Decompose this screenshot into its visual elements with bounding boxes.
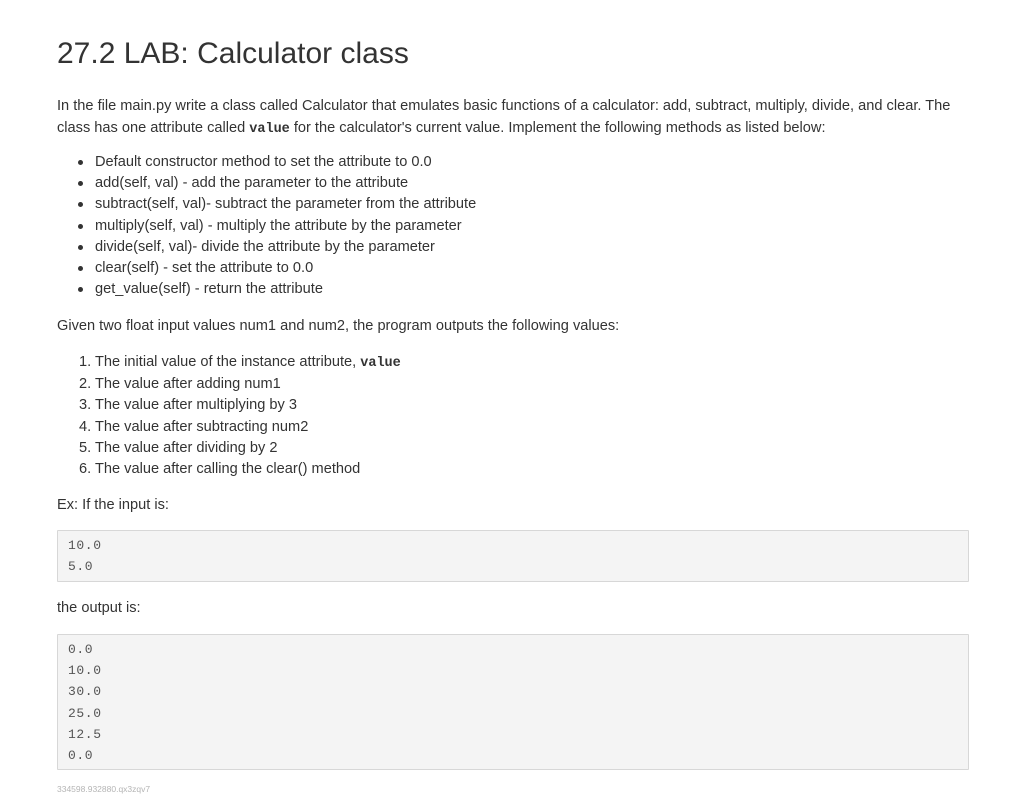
list-number: 1.	[79, 354, 92, 370]
code-line: 30.0	[68, 684, 102, 700]
list-item	[79, 352, 401, 374]
list-text: The value after dividing by 2	[94, 439, 278, 456]
list-text: The initial value of the instance attribute,	[94, 354, 361, 370]
code-line: 0.0	[68, 642, 94, 657]
list-text: The value after adding num1	[94, 376, 281, 393]
code-line: 0.0	[68, 748, 94, 764]
list-item	[79, 438, 401, 459]
list-item	[79, 417, 401, 438]
list-item: multiply(self, val) - multiply the attribute by the parameter	[95, 216, 476, 237]
list-text: The value after calling the clear() method	[94, 461, 361, 478]
list-number: 2.	[79, 376, 92, 393]
example-output-box	[57, 634, 969, 770]
intro-text-2: for the calculator's current value. Implement the following methods as listed below:	[289, 120, 826, 136]
code-line: 25.0	[68, 705, 102, 721]
list-text: The value after subtracting num2	[94, 418, 309, 435]
code-line: 12.5	[68, 726, 102, 742]
output-label: the output is:	[57, 600, 141, 616]
list-item: subtract(self, val)- subtract the parameter from the attribute	[95, 194, 476, 215]
list-item: get_value(self) - return the attribute	[95, 279, 476, 300]
intro-text-1: In the file main.py write a class called Calculator that emulates basic functions of a calculator: add, subtract, multiply, divide, and clear. The class has one attribute called	[57, 98, 951, 136]
list-item	[79, 395, 401, 416]
list-item: add(self, val) - add the parameter to the attribute	[95, 173, 476, 194]
list-number: 4.	[79, 418, 92, 435]
intro-paragraph	[57, 95, 971, 141]
list-text: The value after multiplying by 3	[94, 397, 297, 414]
list-number: 5.	[79, 439, 92, 456]
example-label: Ex: If the input is:	[57, 497, 169, 513]
code-line: 10.0	[68, 538, 102, 553]
methods-list	[57, 152, 476, 300]
intro-code-value: value	[249, 122, 290, 137]
list-number: 6.	[79, 461, 92, 478]
page-title: 27.2 LAB: Calculator class	[57, 37, 409, 70]
code-line: 5.0	[68, 559, 94, 575]
outputs-list	[57, 352, 401, 480]
list-item: Default constructor method to set the attribute to 0.0	[95, 152, 476, 173]
list-item: clear(self) - set the attribute to 0.0	[95, 258, 476, 279]
example-input-box	[57, 530, 969, 582]
given-paragraph: Given two float input values num1 and num2, the program outputs the following values:	[57, 318, 620, 334]
code-line: 10.0	[68, 663, 102, 679]
list-item	[79, 459, 401, 480]
list-item: divide(self, val)- divide the attribute by the parameter	[95, 237, 476, 258]
footer-id: 334598.932880.qx3zqv7	[57, 784, 151, 794]
list-code: value	[360, 356, 401, 371]
list-number: 3.	[79, 397, 92, 414]
list-item	[79, 374, 401, 395]
